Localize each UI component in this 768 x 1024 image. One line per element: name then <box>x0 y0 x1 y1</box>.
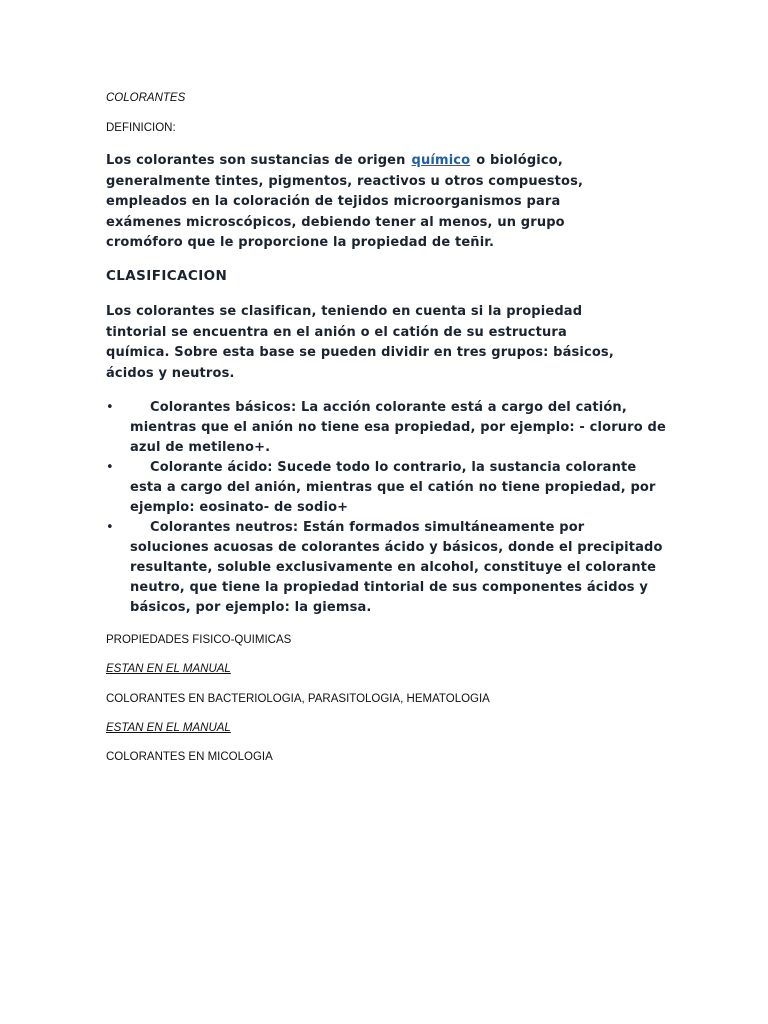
bacteriologia-heading: COLORANTES EN BACTERIOLOGIA, PARASITOLOGIA, HEMATOLOGIA <box>106 693 490 705</box>
colorant-types-list <box>106 398 666 618</box>
clasificacion-paragraph: Los colorantes se clasifican, teniendo en cuenta si la propiedad tintorial se encuentra en el anión o el catión de su estructura química. Sobre esta base se pueden dividir en tres grupos: básicos, ácidos y neutros. <box>106 304 614 381</box>
definicion-paragraph <box>106 151 626 254</box>
definicion-label: DEFINICION: <box>106 122 176 134</box>
definicion-text-end: o biológico, generalmente tintes, pigmentos, reactivos u otros compuestos, empleados en la coloración de tejidos microorganismos para exámenes microscópicos, debiendo tener al menos, un grupo cromóforo que le proporcione la propiedad de teñir. <box>106 153 584 250</box>
manual-note-1: ESTAN EN EL MANUAL <box>106 663 231 675</box>
propiedades-heading: PROPIEDADES FISICO-QUIMICAS <box>106 634 292 646</box>
bullet-text-neutros: Colorantes neutros: Están formados simultáneamente por soluciones acuosas de colorantes ácido y básicos, donde el precipitado resultante, soluble exclusivamente en alcohol, constituye el colorante neutro, que tiene la propiedad tintorial de sus componentes ácidos y básicos, por ejemplo: la giemsa. <box>130 520 663 615</box>
definicion-text-start: Los colorantes son sustancias de origen <box>106 153 406 168</box>
document-title: COLORANTES <box>106 92 186 104</box>
bullet-text-acido: Colorante ácido: Sucede todo lo contrario, la sustancia colorante esta a cargo del anión, mientras que el catión no tiene propiedad, por ejemplo: eosinato- de sodio+ <box>130 460 656 515</box>
list-item <box>106 518 666 618</box>
manual-note-2: ESTAN EN EL MANUAL <box>106 722 231 734</box>
list-item <box>106 398 666 458</box>
bullet-icon: • <box>106 460 114 475</box>
clasificacion-heading: CLASIFICACION <box>106 268 228 284</box>
bullet-icon: • <box>106 520 114 535</box>
bullet-text-basicos: Colorantes básicos: La acción colorante está a cargo del catión, mientras que el anión no tiene esa propiedad, por ejemplo: - cloruro de azul de metileno+. <box>130 400 666 455</box>
list-item <box>106 458 666 518</box>
bullet-icon: • <box>106 400 114 415</box>
micologia-heading: COLORANTES EN MICOLOGIA <box>106 751 273 763</box>
quimico-link[interactable]: químico <box>411 153 471 168</box>
